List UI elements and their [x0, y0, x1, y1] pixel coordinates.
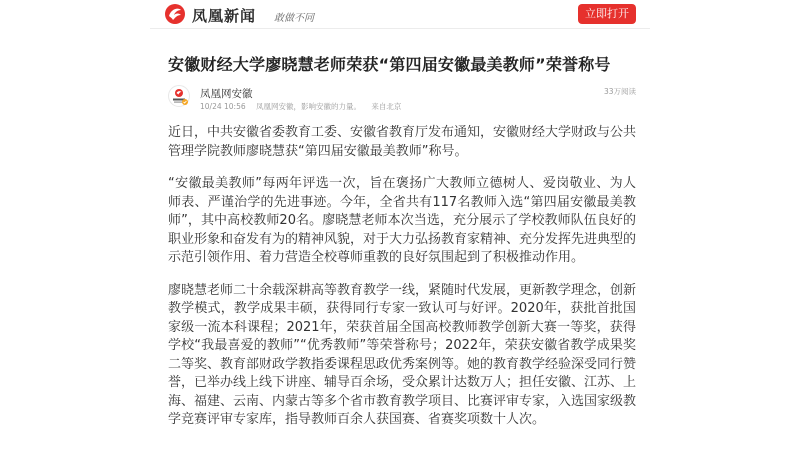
article-meta: [200, 101, 409, 112]
article-page: [150, 0, 650, 470]
app-header: [150, 0, 650, 29]
brand-name[interactable]: 凤凰新闻: [192, 7, 257, 25]
read-count: 33万阅读: [603, 87, 636, 96]
article-body: [168, 124, 636, 444]
phoenix-anhui-avatar-icon[interactable]: [168, 85, 190, 107]
phoenix-logo-icon[interactable]: [164, 3, 186, 25]
article-title: 安徽财经大学廖晓慧老师荣获“第四届安徽最美教师”荣誉称号: [168, 55, 611, 74]
publish-date: 10/24 10:56: [200, 102, 246, 111]
article-paragraph: 近日，中共安徽省委教育工委、安徽省教育厅发布通知，安徽财经大学财政与公共管理学院教师廖晓慧获“第四届安徽最美教师”称号。: [168, 125, 637, 159]
article-paragraph: 廖晓慧老师二十余载深耕高等教育教学一线，紧随时代发展，更新教学理念，创新教学模式，教学成果丰硕，获得同行专家一致认可与好评。2020年，获批首批国家级一流本科课程；2021年，荣获首届全国高校教师教学创新大赛一等奖，获得学校“我最喜爱的教师”“优秀教师”等荣誉称号；2022年，荣获安徽省教学成果奖二等奖、教育部财政学教指委课程思政优秀案例等。她的教育教学经验深受同行赞誉，已举办线上线下讲座、辅导百余场，受众累计达数万人；担任安徽、江苏、上海、福建、云南、内蒙古等多个省市教育教学项目、比赛评审专家，入选国家级教学竞赛评审专家库，指导教师百余人获国赛、省赛奖项数十人次。: [168, 282, 637, 427]
source-motto: 凤凰网安徽，影响安徽的力量。: [256, 102, 362, 111]
brand-slogan: 敢做不同: [274, 13, 314, 24]
source-name[interactable]: 凤凰网安徽: [200, 88, 253, 100]
source-origin: 来自北京: [371, 102, 402, 111]
open-app-button[interactable]: 立即打开: [578, 4, 636, 24]
article-paragraph: “安徽最美教师”每两年评选一次，旨在褒扬广大教师立德树人、爱岗敬业、为人师表、严谨治学的先进事迹。今年，全省共有117名教师入选“第四届安徽最美教师”，其中高校教师20名。廖晓慧老师本次当选，充分展示了学校教师队伍良好的职业形象和奋发有为的精神风貌，对于大力弘扬教育家精神、充分发挥先进典型的示范引领作用、着力营造全校尊师重教的良好氛围起到了积极推动作用。: [168, 176, 637, 265]
